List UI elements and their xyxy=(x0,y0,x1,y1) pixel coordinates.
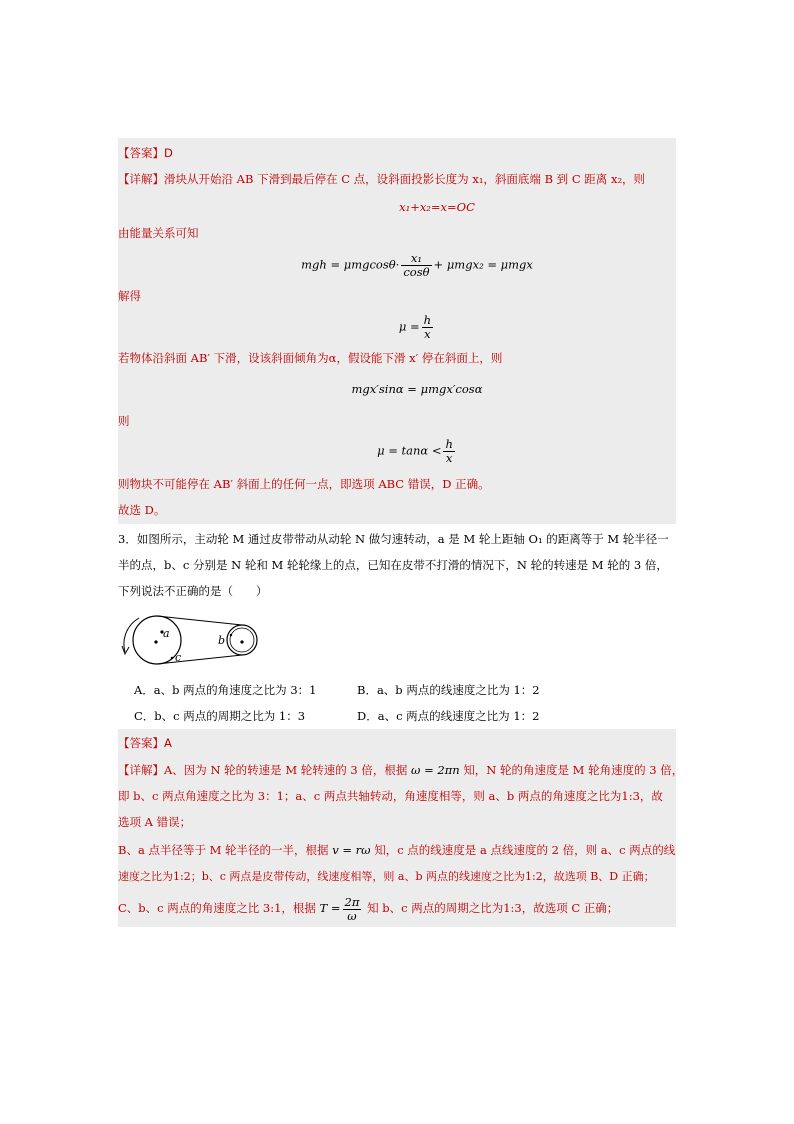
answer-text: 【答案】D xyxy=(118,146,173,160)
fraction: $\frac{h}{x}$ xyxy=(423,313,432,341)
wheel-n xyxy=(227,625,257,655)
arrow-head-icon xyxy=(122,646,129,654)
fraction: $\frac{h}{x}$ xyxy=(445,437,453,465)
detail-2-line-1: 【详解】A、因为 N 轮的转速是 M 轮转速的 3 倍，根据 ω = 2πn 知，N 轮的角速度是 M 轮角速度的 3 倍， xyxy=(118,763,684,777)
question-3-line-3: 下列说法不正确的是（ ） xyxy=(118,584,268,598)
rotation-arrow xyxy=(124,618,139,652)
option-c: C．b、c 两点的周期之比为 1：3 xyxy=(134,709,306,723)
option-a: A．a、b 两点的角速度之比为 3：1 xyxy=(134,683,317,697)
label-a: a xyxy=(163,627,170,640)
fraction: $\frac{2\pi}{\omega}$ xyxy=(344,894,360,923)
answer-label xyxy=(118,145,173,161)
detail-text: 滑块从开始沿 AB 下滑到最后停在 C 点，设斜面投影长度为 x₁，斜面底端 B 到 C 距离 x₂，则 xyxy=(164,172,646,186)
answer-label-2: 【答案】A xyxy=(118,736,172,750)
detail-label: 【详解】 xyxy=(118,172,164,186)
point-o1 xyxy=(154,640,157,643)
detail-2-line-3: 选项 A 错误； xyxy=(118,815,192,829)
then-label: 则 xyxy=(118,414,130,428)
point-c xyxy=(171,657,173,659)
detail-2-line-2: 即 b、c 两点角速度之比为 3：1；a、c 两点共轴转动，角速度相等，则 a、b 两点的角速度之比为1:3，故 xyxy=(118,789,663,803)
point-o2 xyxy=(240,640,243,643)
belt-top xyxy=(157,616,242,625)
fraction: $\frac{\text{x₁}}{\cos\theta}$ xyxy=(403,251,430,279)
energy-intro: 由能量关系可知 xyxy=(118,226,199,240)
conclusion: 则物块不可能停在 AB′ 斜面上的任何一点，即选项 ABC 错误，D 正确。 xyxy=(118,477,490,491)
equation-1: x₁+x₂=x=OC xyxy=(399,200,475,214)
detail-2-line-4: B、a 点半径等于 M 轮半径的一半，根据 v = rω 知，c 点的线速度是 a 点线速度的 2 倍，则 a、c 两点的线 xyxy=(118,843,676,857)
wheel-m xyxy=(133,616,181,664)
option-b: B．a、b 两点的线速度之比为 1：2 xyxy=(357,683,540,697)
label-b: b xyxy=(218,634,226,647)
choose: 故选 D。 xyxy=(118,503,166,517)
equation-5: μ = tanα < $\frac{h}{x}$ xyxy=(377,437,453,465)
detail-line xyxy=(118,171,645,187)
detail-2-line-6: C、b、c 两点的角速度之比 3:1，根据 T = $\frac{2\pi}{\omega}$ 知 b、c 两点的周期之比为1:3，故选项 C 正确； xyxy=(118,894,619,923)
slope-text: 若物体沿斜面 AB′ 下滑，设该斜面倾角为α，假设能下滑 x′ 停在斜面上，则 xyxy=(118,351,503,365)
solve-label: 解得 xyxy=(118,289,141,303)
point-b xyxy=(230,634,232,636)
question-3-line-2: 半的点，b、c 分别是 N 轮和 M 轮轮缘上的点，已知在皮带不打滑的情况下，N 轮的转速是 M 轮的 3 倍， xyxy=(118,558,668,572)
equation-2: mgh = μmgcosθ· $\frac{\text{x₁}}{\cos\theta}$ + μmgx₂ = μmgx xyxy=(301,251,533,279)
pulley-figure xyxy=(115,612,275,674)
wheel-n-inner xyxy=(230,628,254,652)
equation-4: mgx′sinα = μmgx′cosα xyxy=(351,382,483,396)
detail-2-line-5: 速度之比为1:2；b、c 两点是皮带传动，线速度相等，则 a、b 两点的线速度之比为1:2，故选项 B、D 正确； xyxy=(118,870,655,883)
label-c: c xyxy=(175,651,182,664)
option-d: D．a、c 两点的线速度之比为 1：2 xyxy=(357,709,540,723)
equation-3: μ = $\frac{h}{x}$ xyxy=(398,313,432,341)
question-3-line-1: 3．如图所示，主动轮 M 通过皮带带动从动轮 N 做匀速转动，a 是 M 轮上距轴 O₁ 的距离等于 M 轮半径一 xyxy=(118,532,669,546)
belt-bottom xyxy=(157,655,242,664)
